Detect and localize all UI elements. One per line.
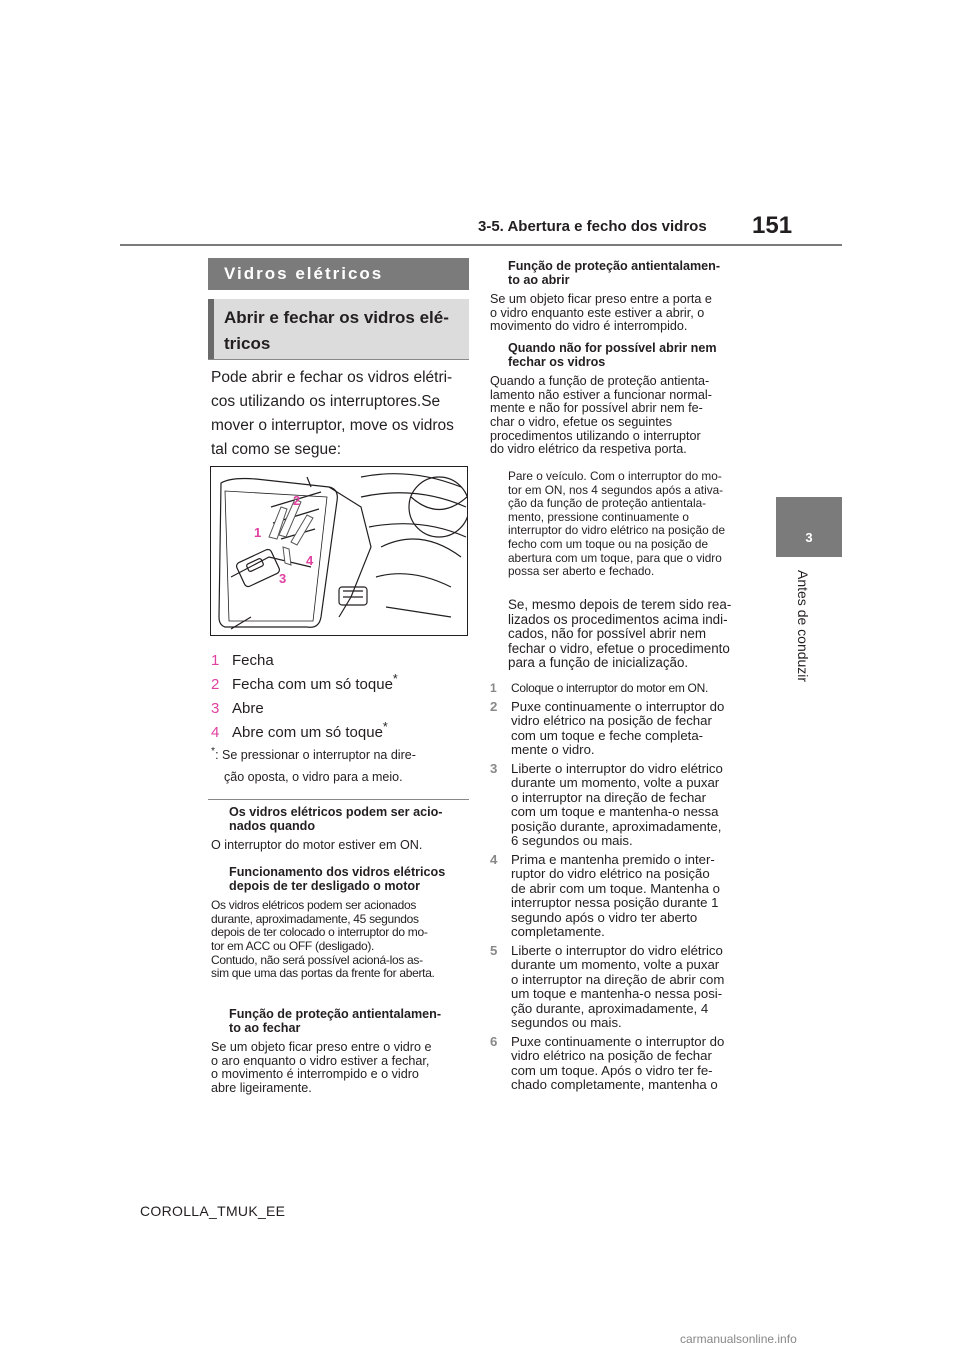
chapter-label — [772, 572, 832, 682]
note-body: movimento do vidro é interrompido. — [490, 319, 688, 334]
note-body: depois de ter colocado o interruptor do mo- — [211, 925, 428, 940]
step-text: interruptor nessa posição durante 1 — [511, 895, 719, 910]
step-text: posição durante, aproximadamente, — [511, 818, 722, 834]
legend-item — [211, 717, 469, 741]
step-text: com um toque. Após o vidro ter fe- — [511, 1062, 713, 1078]
document-code: COROLLA_TMUK_EE — [140, 1203, 286, 1219]
legend-text: Abre — [232, 700, 264, 717]
procedure-paragraph — [490, 470, 776, 579]
note-body: mente e não for possível abrir nem fe- — [490, 401, 703, 416]
chapter-label-text: Antes de conduzir — [795, 570, 811, 683]
step-text: com um toque e feche completa- — [511, 727, 704, 743]
text-line: fecho com um toque ou na posição de — [508, 536, 709, 551]
subsection-line: Abrir e fechar os vidros elé- — [224, 308, 449, 327]
note-heading: Quando não for possível abrir nem — [508, 341, 717, 355]
legend-asterisk: * — [392, 672, 398, 686]
legend-number: 3 — [211, 700, 220, 717]
text-line: fechar o vidro, efetue o procedimento — [508, 640, 730, 656]
window-switch-illustration — [210, 466, 468, 636]
note-body: o vidro enquanto este estiver a abrir, o — [490, 305, 705, 320]
step-item — [490, 681, 756, 696]
step-text: de abrir com um toque. Mantenha o — [511, 880, 720, 896]
step-text: completamente. — [511, 924, 605, 939]
note-body: o movimento é interrompido e o vidro — [211, 1067, 419, 1082]
step-text: mente o vidro. — [511, 742, 595, 757]
step-number: 3 — [490, 760, 498, 776]
note-block — [490, 260, 752, 334]
note-heading: to ao abrir — [508, 272, 570, 287]
legend-number: 2 — [211, 676, 220, 693]
step-text: Puxe continuamente o interruptor do — [511, 1033, 725, 1049]
note-body: Quando a função de proteção antienta- — [490, 374, 710, 389]
subsection-rule — [208, 359, 469, 360]
step-number: 6 — [490, 1033, 498, 1049]
note-heading: Função de proteção antientalamen- — [229, 1007, 442, 1021]
text-line: possa ser aberto e fechado. — [508, 564, 655, 579]
legend-number: 4 — [211, 724, 220, 741]
note-body: o aro enquanto o vidro estiver a fechar, — [211, 1053, 430, 1068]
note-body: lamento não estiver a funcionar normal- — [490, 387, 712, 402]
text-line: mover o interruptor, move os vidros — [211, 417, 454, 434]
step-text: Puxe continuamente o interruptor do — [511, 698, 725, 714]
note-heading: Os vidros elétricos podem ser acio- — [229, 805, 443, 819]
note-heading: Função de proteção antientalamen- — [508, 259, 721, 273]
chapter-tab — [776, 497, 842, 557]
notes-rule — [208, 799, 469, 800]
legend-item — [211, 693, 469, 717]
text-line: mento, pressione continuamente o — [508, 509, 689, 524]
text-line: Pode abrir e fechar os vidros elétri- — [211, 369, 453, 386]
note-body: sim que uma das portas da frente for aberta. — [211, 966, 435, 981]
step-text: o interruptor na direção de abrir com — [511, 971, 725, 987]
figure-label: 3 — [279, 571, 287, 586]
watermark: carmanualsonline.info — [680, 1332, 797, 1346]
intro-paragraph — [211, 366, 469, 462]
step-item — [490, 944, 756, 1031]
note-body: Se um objeto ficar preso entre o vidro e — [211, 1040, 432, 1055]
note-body: durante, aproximadamente, 45 segundos — [211, 911, 419, 926]
text-line: para a função de inicialização. — [508, 655, 689, 671]
text-line: interruptor do vidro elétrico na posição de — [508, 523, 726, 538]
legend-number: 1 — [211, 652, 220, 669]
step-item — [490, 700, 756, 758]
step-item — [490, 1035, 756, 1093]
step-number: 5 — [490, 942, 498, 958]
note-heading: nados quando — [229, 818, 316, 833]
legend-text: Fecha — [232, 652, 274, 669]
header-rule — [120, 244, 842, 246]
step-text: 6 segundos ou mais. — [511, 833, 633, 848]
step-text: Prima e mantenha premido o inter- — [511, 851, 715, 867]
section-banner: Vidros elétricos — [208, 258, 469, 290]
text-line: ção da função de proteção antientala- — [508, 496, 707, 511]
step-text: segundos ou mais. — [511, 1015, 622, 1030]
step-text: durante um momento, volte a puxar — [511, 775, 720, 790]
note-body: O interruptor do motor estiver em ON. — [211, 838, 423, 853]
note-body: Contudo, não será possível acioná-los as- — [211, 952, 423, 967]
note-body: procedimentos utilizando o interruptor — [490, 428, 701, 443]
step-text: um toque e mantenha-o nessa posi- — [511, 986, 723, 1001]
step-text: durante um momento, volte a puxar — [511, 957, 720, 972]
step-text: segundo após o vidro ter aberto — [511, 909, 698, 925]
legend-item — [211, 645, 469, 669]
step-text: chado completamente, mantenha o — [511, 1077, 718, 1092]
step-text: vidro elétrico na posição de fechar — [511, 713, 712, 728]
step-text: o interruptor na direção de fechar — [511, 789, 706, 805]
procedure-steps — [490, 681, 756, 1093]
step-text: ção durante, aproximadamente, 4 — [511, 1000, 709, 1016]
note-heading: Funcionamento dos vidros elétricos — [229, 865, 446, 879]
note-body: Se um objeto ficar preso entre a porta e — [490, 292, 712, 307]
note-heading: to ao fechar — [229, 1020, 301, 1035]
running-header: 3-5. Abertura e fecho dos vidros — [478, 218, 707, 235]
text-line: cados, não for possível abrir nem — [508, 626, 706, 642]
note-body: tor em ACC ou OFF (desligado). — [211, 938, 375, 953]
note-body: char o vidro, efetue os seguintes — [490, 414, 673, 429]
step-text: Liberte o interruptor do vidro elétrico — [511, 760, 723, 776]
footnote-line: ção oposta, o vidro para a meio. — [224, 770, 403, 785]
step-text: com um toque e mantenha-o nessa — [511, 804, 719, 819]
step-text: Liberte o interruptor do vidro elétrico — [511, 942, 723, 958]
note-block — [211, 1008, 469, 1096]
note-heading: fechar os vidros — [508, 354, 606, 369]
legend-asterisk: * — [382, 720, 388, 734]
figure-legend — [211, 645, 469, 741]
page-number: 151 — [752, 212, 793, 239]
note-block — [211, 806, 469, 853]
legend-text: Abre com um só toque — [232, 724, 383, 741]
chapter-number: 3 — [805, 530, 813, 545]
step-number: 1 — [490, 681, 497, 695]
step-item — [490, 853, 756, 940]
footnote-asterisk: * — [211, 746, 216, 757]
note-body: Os vidros elétricos podem ser acionados — [211, 898, 417, 913]
text-line: Se, mesmo depois de terem sido rea- — [508, 597, 732, 612]
note-block — [490, 342, 752, 457]
step-number: 4 — [490, 851, 498, 867]
step-text: ruptor do vidro elétrico na posição — [511, 866, 710, 881]
note-body: do vidro elétrico da respetiva porta. — [490, 442, 687, 457]
note-block — [211, 866, 473, 981]
subsection-line: tricos — [224, 334, 271, 353]
footnote-line: : Se pressionar o interruptor na dire- — [215, 748, 416, 763]
initialization-paragraph — [490, 598, 774, 671]
legend-item — [211, 669, 469, 693]
step-text: Coloque o interruptor do motor em ON. — [511, 681, 708, 695]
step-number: 2 — [490, 698, 498, 714]
step-text: vidro elétrico na posição de fechar — [511, 1048, 712, 1063]
figure-label: 2 — [293, 493, 301, 508]
note-heading: depois de ter desligado o motor — [229, 878, 421, 893]
figure-label: 1 — [254, 525, 262, 540]
note-body: abre ligeiramente. — [211, 1080, 312, 1095]
illustration-svg — [211, 467, 467, 635]
text-line: lizados os procedimentos acima indi- — [508, 611, 728, 627]
text-line: tor em ON, nos 4 segundos após a ativa- — [508, 482, 724, 497]
text-line: Pare o veículo. Com o interruptor do mo- — [508, 469, 722, 483]
figure-label: 4 — [306, 553, 314, 568]
text-line: abertura com um toque, para que o vidro — [508, 550, 722, 565]
step-item — [490, 762, 756, 849]
subsection-heading — [208, 299, 469, 359]
footnote — [211, 741, 469, 788]
text-line: cos utilizando os interruptores.Se — [211, 393, 441, 410]
text-line: tal como se segue: — [211, 441, 342, 458]
legend-text: Fecha com um só toque — [232, 676, 393, 693]
